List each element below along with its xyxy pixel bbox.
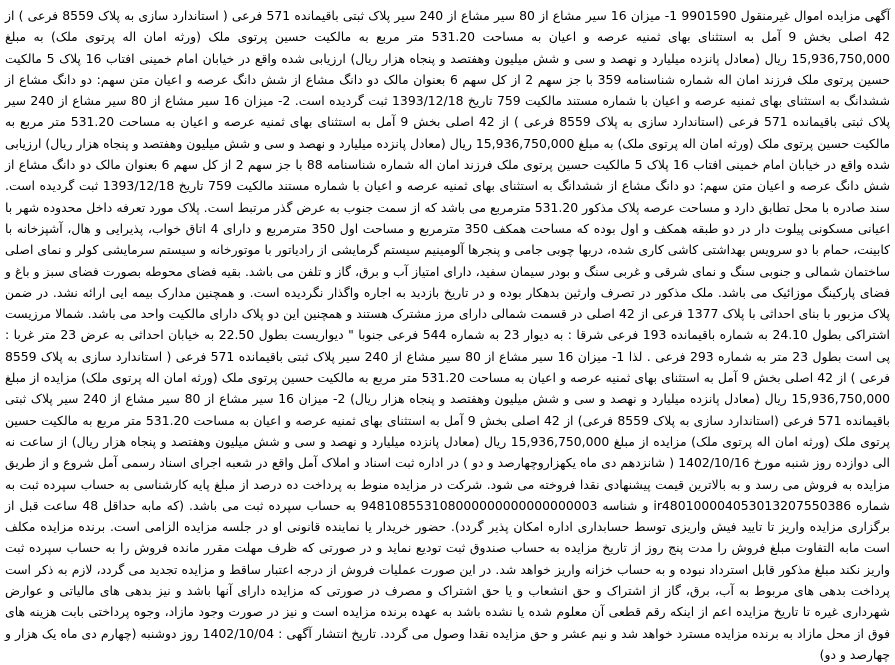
notice-body-text: آگهی مزایده اموال غیرمنقول 9901590 1- میزان 16 سیر مشاع از 80 سیر مشاع از 240 سیر پلاک ثبتی باقیمانده 571 فرعی ( استاندارد سازی به پلاک 8559 فرعی ) از 42 اصلی بخش 9 آمل به استثنای بهای ثمنیه عرصه و اعیان به مساحت 531.20 متر مربع به مالکیت حسین پرتوی ملک (ورثه امان اله پرتوی ملک) به مبلغ 15,936,750,000 ریال (معادل پانزده میلیارد و نهصد و سی و شش میلیون وهفتصد و پنجاه هزار ریال) ارزیابی شده واقع در خیابان امام خمینی افتاب 16 پلاک 5 مالکیت حسین پرتوی ملک فرزند امان اله شماره شناسنامه 359 با جز سهم 2 از کل سهم 6 بعنوان مالک دو دانگ مشاع از شش دانگ عرصه و اعیان متن سهم: دو دانگ مشاع از ششدانگ به استثنای بهای ثمنیه عرصه و اعیان با شماره مستند مالکیت 759 تاریخ 1393/12/18 ثبت گردیده است. 2- میزان 16 سیر مشاع از 80 سیر مشاع از 240 سیر پلاک ثبتی باقیمانده 571 فرعی (استاندارد سازی به پلاک 8559 فرعی ) از 42 اصلی بخش 9 آمل به استثنای بهای ثمنیه عرصه و اعیان به مساحت 531.20 متر مربع به مالکیت حسین پرتوی ملک (ورثه امان اله پرتوی ملک) به مبلغ 15,936,750,000 ریال (معادل پانزده میلیارد و نهصد و سی و شش میلیون وهفتصد و پنجاه هزار ریال) ارزیابی شده واقع در خیابان امام خمینی افتاب 16 پلاک 5 مالکیت حسین پرتوی ملک فرزند امان اله شماره شناسنامه 88 با جز سهم 2 از کل سهم 6 بعنوان مالک دو دانگ مشاع از شش دانگ عرصه و اعیان متن سهم: دو دانگ مشاع از ششدانگ به استثنای بهای ثمنیه عرصه و اعیان با شماره مستند مالکیت 759 تاریخ 1393/12/18 ثبت گردیده است. سند صادره با محل تطابق دارد و مساحت عرصه پلاک مذکور 531.20 مترمربع می باشد که از سمت جنوب به عرض گذر مرتبط است. پلاک مورد تعرفه داخل محدوده شهر با اعیانی مسکونی پیلوت دار در دو طبقه همکف و اول بوده که مساحت همکف 350 مترمربع و مساحت اول 350 مترمربع و دارای 4 اتاق خواب، پذیرایی و هال، آشپزخانه با کابینت، حمام با دو سرویس بهداشتی کاشی کاری شده، دربها چوبی جامی و پنجرها آلومینیم سیستم گرمایشی از رادیاتور با موتورخانه و سیستم سرمایشی کولر و نمای اصلی ساختمان شمالی و جنوبی سنگ و نمای شرقی و غربی سنگ و بودر سیمان سفید، دارای امتیاز آب و برق، گاز و تلفن می باشد. بقیه فضای محوطه بصورت فضای سبز و باغ و فضای پارکینگ موزائیک می باشد. ملک مذکور در تصرف وارثین بدهکار بوده و در تاریخ بازدید به اجاره واگذار نگردیده است. و همچنین مدارک بیمه ایی ارائه نشد. در ضمن پلاک مزبور با بنای احداثی با پلاک 1377 فرعی از 42 اصلی در قسمت شمالی دارای مرز مشترک هستند و همچنین این دو پلاک دارای مالکیت واحد می باشد. شمالا مرزیست اشتراکی بطول 24.10 به شماره باقیمانده 193 فرعی شرقا : به دیوار 23 به شماره 544 فرعی جنوبا " دیواریست بطول 22.50 به خیابان احداثی به عرض 23 متر غربا : پی است بطول 23 متر به شماره 293 فرعی . لذا 1- میزان 16 سیر مشاع از 80 سیر مشاع از 240 سیر پلاک ثبتی باقیمانده 571 فرعی ( استاندارد سازی به پلاک 8559 فرعی ) از 42 اصلی بخش 9 آمل به استثنای بهای ثمنیه عرصه و اعیان به مساحت 531.20 متر مربع به مالکیت حسین پرتوی ملک (ورثه امان اله پرتوی ملک) مزایده از مبلغ 15,936,750,000 ریال (معادل پانزده میلیارد و نهصد و سی و شش میلیون وهفتصد و پنجاه هزار ریال) 2- میزان 16 سیر مشاع از 80 سیر مشاع از 240 سیر پلاک ثبتی باقیمانده 571 فرعی (استاندارد سازی به پلاک 8559 فرعی) از 42 اصلی بخش 9 آمل به استثنای بهای ثمنیه عرصه و اعیان به مساحت 531.20 متر مربع به مالکیت حسین پرتوی ملک (ورثه امان اله پرتوی ملک) مزایده از مبلغ 15,936,750,000 ریال (معادل پانزده میلیارد و نهصد و سی و شش میلیون وهفتصد و پنجاه هزار ریال) از ساعت نه الی دوازده روز شنبه مورخ 1402/10/16 ( شانزدهم دی ماه یکهزاروچهارصد و دو ) در اداره ثبت اسناد و املاک آمل واقع در شعبه اجرای اسناد رسمی آمل شروع و از طریق مزایده به فروش می رسد و به بالاترین قیمت پیشنهادی نقدا فروخته می شود. شرکت در مزایده منوط به پرداخت ده درصد از مبلغ پایه کارشناسی به حساب سپرده ثبت به شماره ir480100004053013207550386 و شناسه 948108553108000000000000000003 به حساب سپرده ثبت می باشد. (که مابه حداقل 48 ساعت قبل از برگزاری مزایده واریز تا تایید فیش واریزی توسط حسابداری اداره امکان پذیر گردد). حضور خریدار یا نماینده قانونی او در جلسه مزایده الزامی است. برنده مزایده مکلف است مابه التفاوت مبلغ فروش را مدت پنج روز از تاریخ مزایده به حساب صندوق ثبت تودیع نماید و در صورتی که ظرف مهلت مقرر مانده فروش را به حساب سپرده ثبت واریز نکند مبلغ مذکور قابل استرداد نبوده و به حساب خزانه واریز خواهد شد. در این صورت عملیات فروش از درجه اعتبار ساقط و مزایده تجدید می گردد، لازم به ذکر است پرداخت بدهی های مربوط به آب، برق، گاز از اشتراک و حق انشعاب و یا حق اشتراک و مصرف در صورتی که مزایده دارای آنها باشد و نیز بدهی های مالیاتی و عوارض شهرداری غیره تا تاریخ مزایده اعم از اینکه رقم قطعی آن معلوم شده یا نشده باشد به عهده برنده مزایده است و نیز در صورت وجود مازاد، وجوه پرداختی بابت هزینه های فوق از محل مازاد به برنده مزایده مسترد خواهد شد و نیم عشر و حق مزایده نقدا وصول می گردد. تاریخ انتشار آگهی : 1402/10/04 روز دوشنبه (چهارم دی ماه یک هزار و چهارصد و دو) [5, 8, 891, 662]
auction-notice [5, 5, 891, 662]
